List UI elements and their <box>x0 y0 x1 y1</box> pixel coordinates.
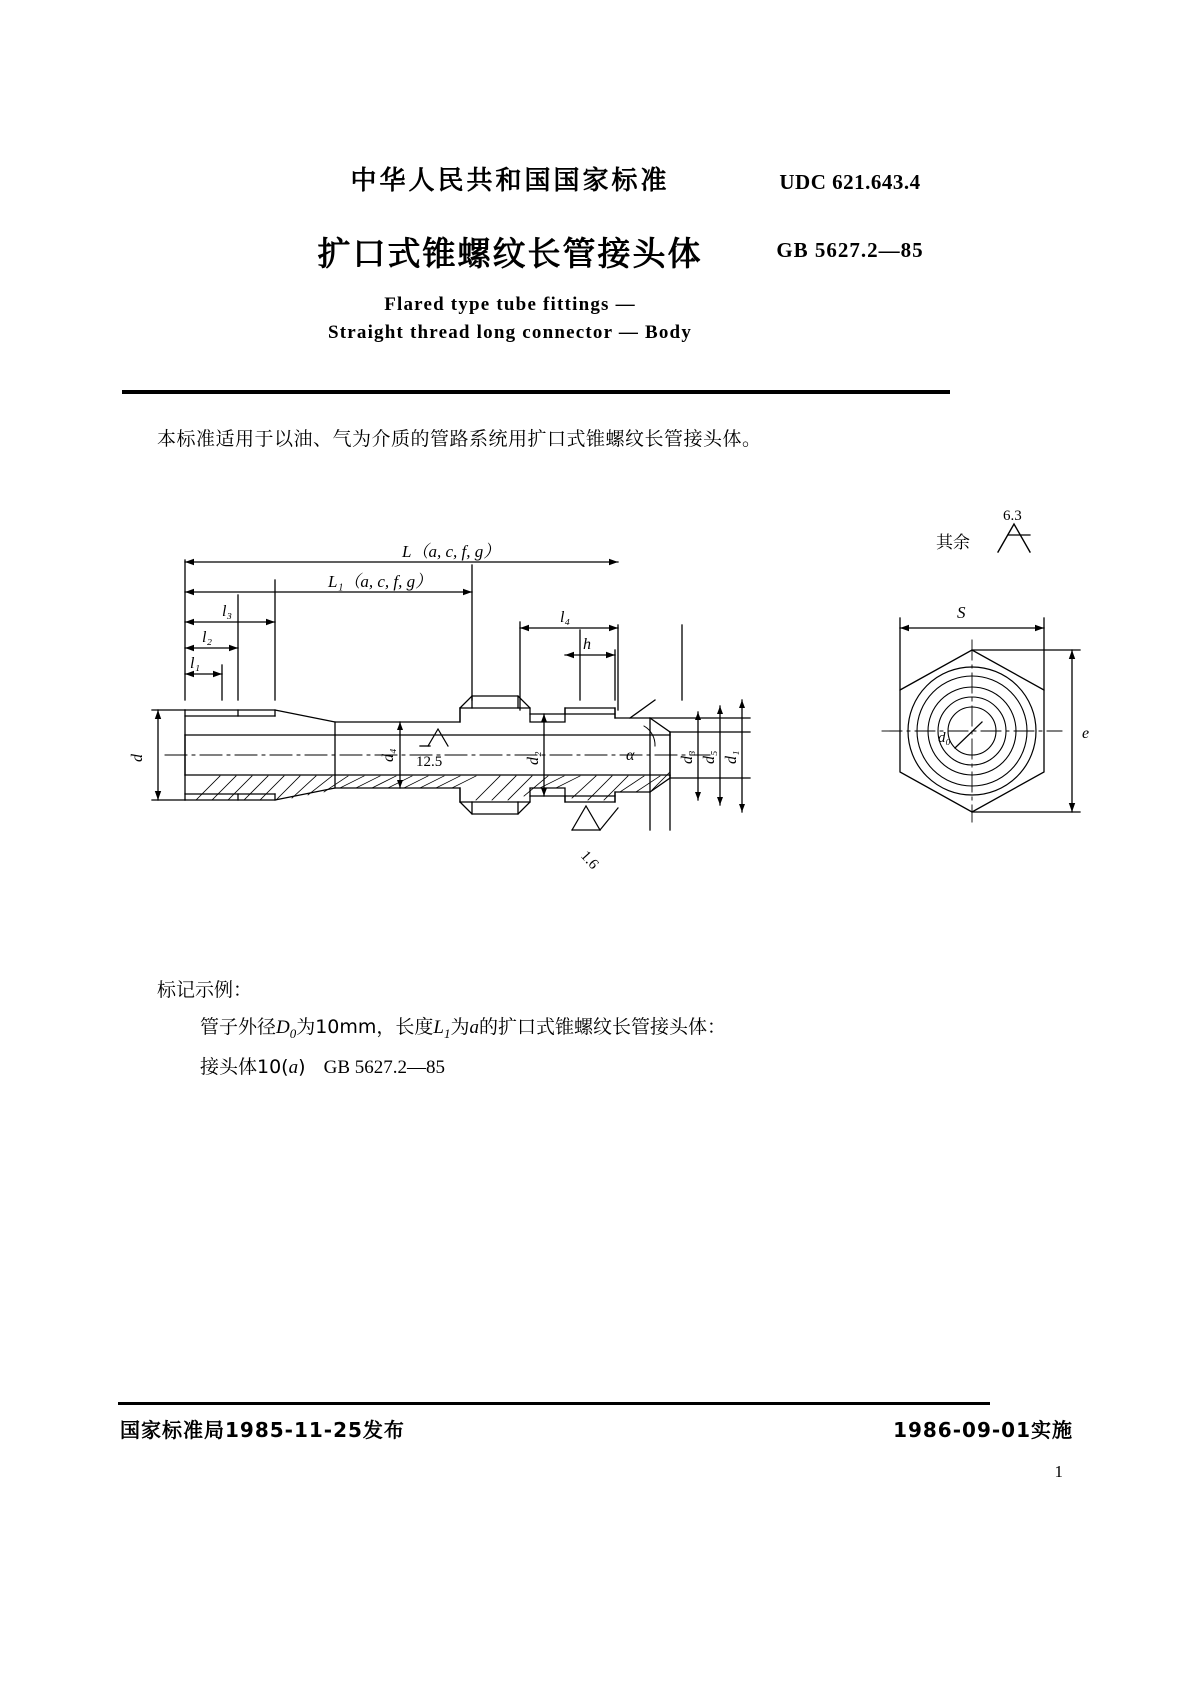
dim-label-l3: l₃ <box>222 603 233 620</box>
page-number: 1 <box>1054 1462 1063 1481</box>
marking-desc-mid-2: 为 <box>450 1016 470 1038</box>
roughness-other-label: 其余 <box>936 533 970 553</box>
issuing-body-title: 中华人民共和国国家标准 <box>350 166 670 196</box>
dim-label-h: h <box>583 636 591 653</box>
dim-label-S: S <box>957 603 966 622</box>
symbol-D0: $D_0$ <box>276 1017 297 1041</box>
fitting-drawing-svg <box>110 500 1090 920</box>
footer-divider <box>118 1402 990 1405</box>
dim-label-d3: d₃ <box>679 750 696 764</box>
marking-example-label: 标记示例： <box>157 979 253 1001</box>
standard-number: GB 5627.2—85 <box>776 238 924 262</box>
roughness-label-12-5: 12.5 <box>416 754 443 770</box>
dim-label-d0: d₀ <box>938 730 951 746</box>
dim-label-d: d <box>129 754 146 762</box>
designation-suffix: ) <box>298 1056 306 1078</box>
footer-effective-info: 1986-09-01实施 <box>893 1418 1073 1442</box>
page-title: 扩口式锥螺纹长管接头体 <box>317 234 703 273</box>
designation-standard-number: GB 5627.2—85 <box>323 1057 446 1078</box>
dim-label-l4: l₄ <box>560 609 571 626</box>
dim-label-e: e <box>1082 725 1090 742</box>
dim-label-d4: d₄ <box>380 748 397 762</box>
designation-symbol-a: a <box>288 1057 299 1078</box>
dim-label-d1: d₁ <box>723 750 740 764</box>
header-divider <box>122 390 950 394</box>
title-english-line-2: Straight thread long connector — Body <box>327 322 693 343</box>
symbol-L1: $L_1$ <box>433 1017 451 1041</box>
footer-issue-info: 国家标准局1985-11-25发布 <box>120 1418 405 1442</box>
dim-label-l2: l₂ <box>202 629 213 646</box>
scope-paragraph: 本标准适用于以油、气为介质的管路系统用扩口式锥螺纹长管接头体。 <box>157 428 762 450</box>
technical-drawing-figure <box>110 500 1090 920</box>
dim-label-d5: d₅ <box>701 750 718 764</box>
udc-code: UDC 621.643.4 <box>779 170 921 194</box>
symbol-a: a <box>469 1017 479 1038</box>
marking-desc-post: 的扩口式锥螺纹长管接头体： <box>478 1016 726 1038</box>
dim-label-alpha: α <box>626 747 635 764</box>
roughness-label-1-6: 1.6 <box>577 847 602 873</box>
marking-designation-line <box>200 1052 445 1079</box>
title-english-line-1: Flared type tube fittings — <box>384 294 636 315</box>
dim-label-d2: d₂ <box>525 751 542 765</box>
designation-prefix: 接头体10( <box>200 1056 289 1078</box>
dim-label-L: L（a, c, f, g） <box>402 542 501 561</box>
dim-label-L1: L₁（a, c, f, g） <box>328 572 433 591</box>
marking-example-description <box>200 1012 726 1042</box>
roughness-label-6-3: 6.3 <box>1003 508 1022 524</box>
marking-desc-mid-1: 为10mm，长度 <box>296 1016 434 1038</box>
marking-desc-pre: 管子外径 <box>200 1016 277 1038</box>
dim-label-l1: l₁ <box>190 655 201 672</box>
